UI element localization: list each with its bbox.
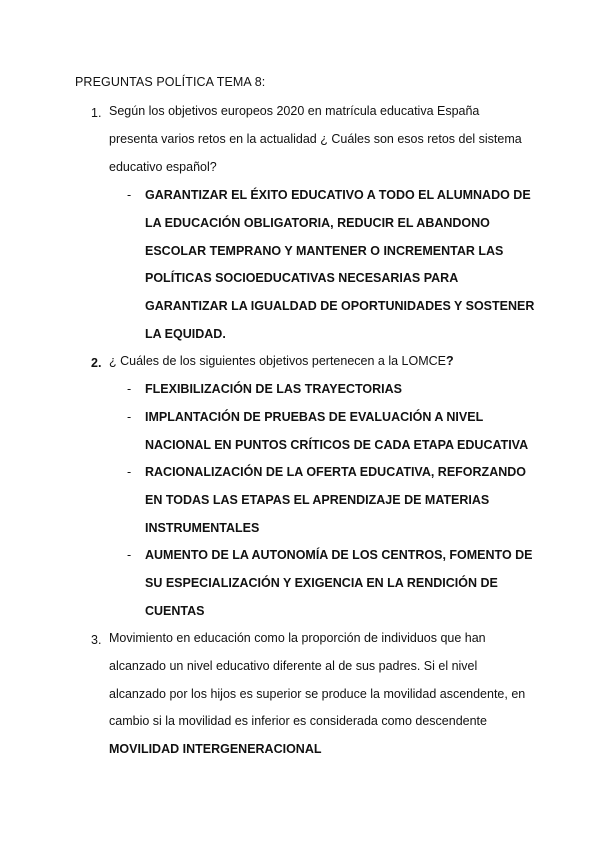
inline-answer: MOVILIDAD INTERGENERACIONAL [109,742,322,757]
page-title: PREGUNTAS POLÍTICA TEMA 8: [75,75,266,89]
answer-text: GARANTIZAR EL ÉXITO EDUCATIVO A TODO EL ALUMNADO DE LA EDUCACIÓN OBLIGATORIA, REDUCIR EL ABANDONO ESCOLAR TEMPRANO Y MANTENER O INCREMENTAR LAS POLÍTICAS SOCIOEDUCATIVAS NECESARIAS PARA GARANTIZAR LA IGUALDAD DE OPORTUNIDADES Y SOSTENER LA EQUIDAD. [145,188,535,341]
bullet-dash: - [127,382,132,396]
question-text [109,348,529,376]
question-text-main: ¿ Cuáles de los siguientes objetivos pertenecen a la LOMCE [109,354,446,368]
question-text-main: Movimiento en educación como la proporción de individuos que han alcanzado un nivel educativo diferente al de sus padres. Si el nivel alcanzado por los hijos es superior se produce la movilidad ascendente, en cambio si la movilidad es inferior es considerada como descendente [109,631,526,729]
answer-text: AUMENTO DE LA AUTONOMÍA DE LOS CENTROS, FOMENTO DE SU ESPECIALIZACIÓN Y EXIGENCIA EN LA RENDICIÓN DE CUENTAS [145,548,533,618]
bullet-dash: - [127,188,132,202]
question-text [109,625,529,764]
question-number: 1. [91,106,102,120]
answer-text: FLEXIBILIZACIÓN DE LAS TRAYECTORIAS [145,382,402,396]
question-number: 2. [91,356,102,370]
question-number: 3. [91,633,102,647]
bullet-dash: - [127,410,132,424]
bullet-dash: - [127,465,132,479]
bullet-dash: - [127,548,132,562]
question-mark: ? [446,354,454,368]
answer-text: IMPLANTACIÓN DE PRUEBAS DE EVALUACIÓN A NIVEL NACIONAL EN PUNTOS CRÍTICOS DE CADA ETAPA EDUCATIVA [145,410,529,452]
answer-text: RACIONALIZACIÓN DE LA OFERTA EDUCATIVA, REFORZANDO EN TODAS LAS ETAPAS EL APRENDIZAJE DE MATERIAS INSTRUMENTALES [145,465,526,535]
question-text: Según los objetivos europeos 2020 en matrícula educativa España presenta varios retos en la actualidad ¿ Cuáles son esos retos del sistema educativo español? [109,104,522,174]
